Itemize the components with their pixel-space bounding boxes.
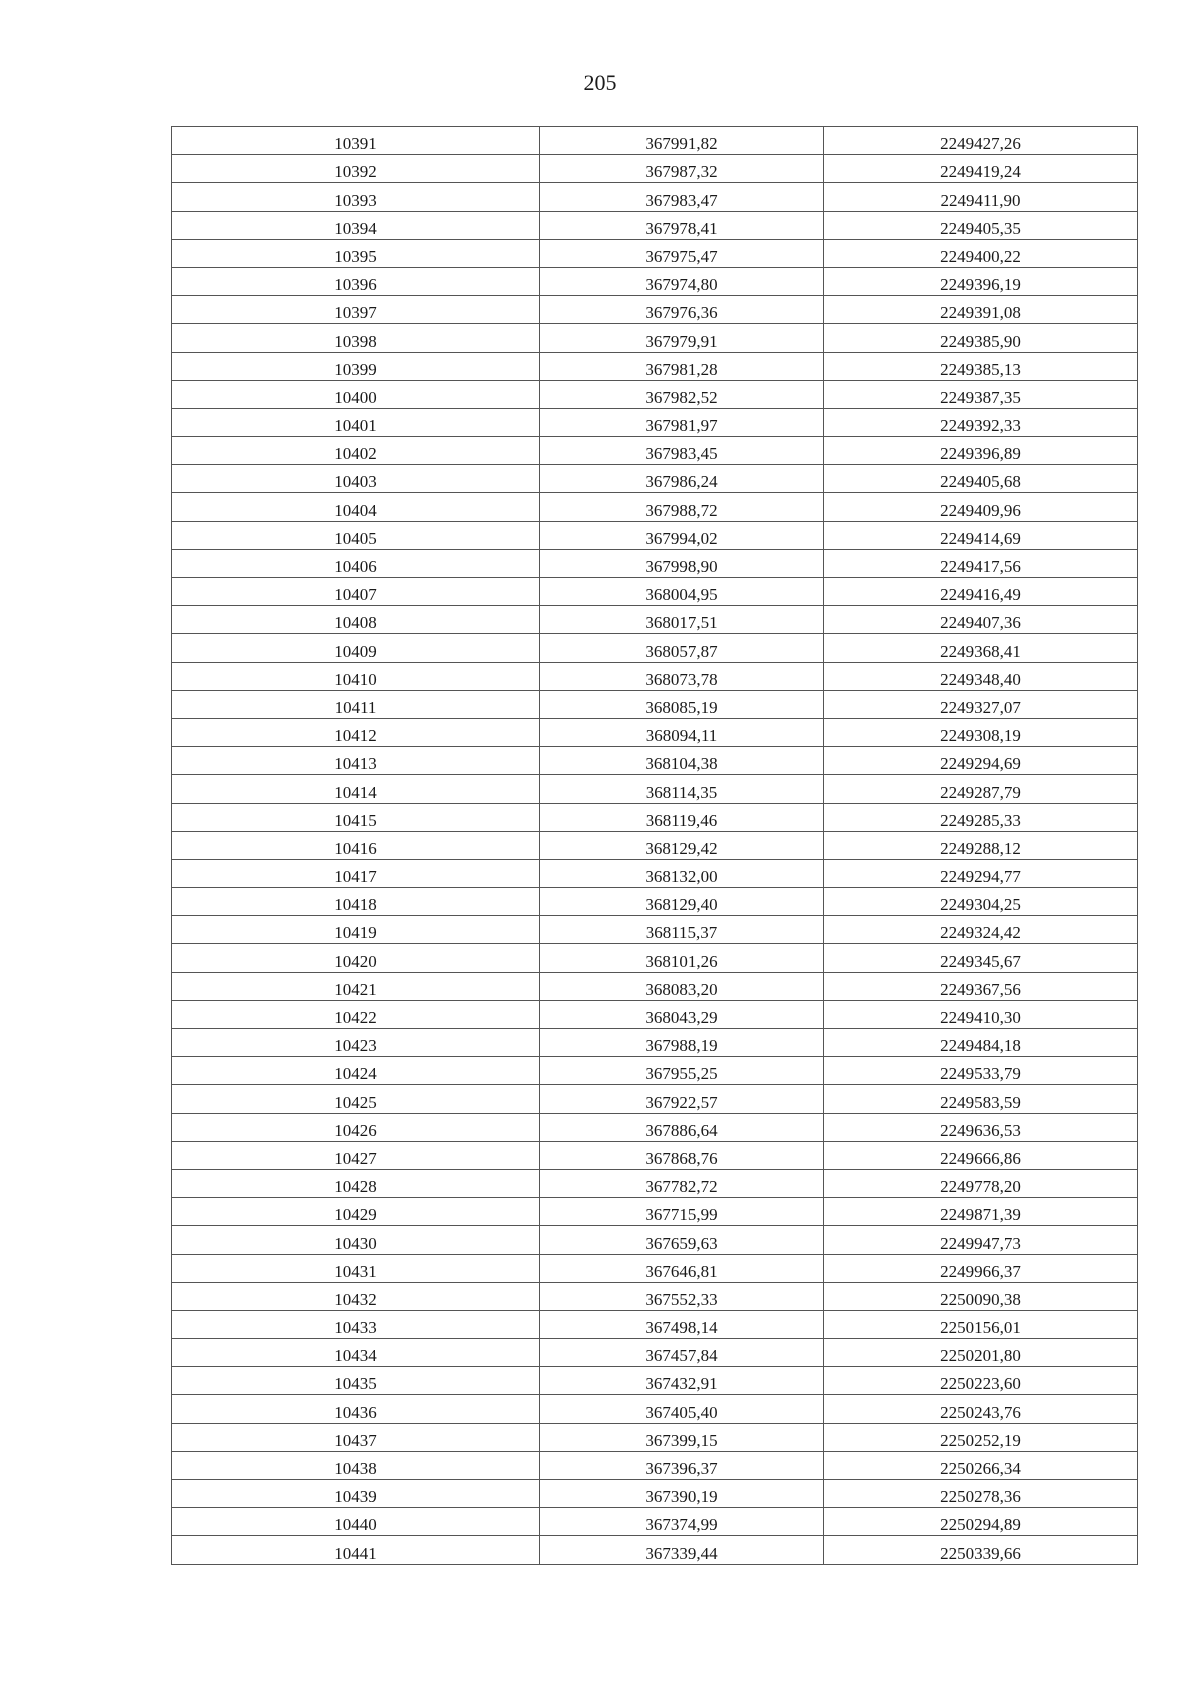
y-coordinate-cell: 2249533,79	[824, 1057, 1138, 1085]
x-coordinate-cell: 368115,37	[540, 916, 824, 944]
y-coordinate-cell: 2249966,37	[824, 1254, 1138, 1282]
point-number-cell: 10432	[172, 1282, 540, 1310]
x-coordinate-cell: 367339,44	[540, 1536, 824, 1564]
y-coordinate-cell: 2249947,73	[824, 1226, 1138, 1254]
point-number-cell: 10401	[172, 408, 540, 436]
y-coordinate-cell: 2249417,56	[824, 549, 1138, 577]
point-number-cell: 10395	[172, 239, 540, 267]
x-coordinate-cell: 368004,95	[540, 578, 824, 606]
point-number-cell: 10394	[172, 211, 540, 239]
table-row	[172, 888, 1138, 916]
y-coordinate-cell: 2249345,67	[824, 944, 1138, 972]
point-number-cell: 10427	[172, 1141, 540, 1169]
point-number-cell: 10420	[172, 944, 540, 972]
table-row	[172, 944, 1138, 972]
y-coordinate-cell: 2250223,60	[824, 1367, 1138, 1395]
table-row	[172, 662, 1138, 690]
x-coordinate-cell: 368057,87	[540, 634, 824, 662]
table-row	[172, 803, 1138, 831]
point-number-cell: 10428	[172, 1169, 540, 1197]
table-row	[172, 239, 1138, 267]
point-number-cell: 10400	[172, 380, 540, 408]
y-coordinate-cell: 2250201,80	[824, 1339, 1138, 1367]
x-coordinate-cell: 367715,99	[540, 1198, 824, 1226]
table-row	[172, 1310, 1138, 1338]
x-coordinate-cell: 367396,37	[540, 1451, 824, 1479]
table-row	[172, 1480, 1138, 1508]
y-coordinate-cell: 2250156,01	[824, 1310, 1138, 1338]
x-coordinate-cell: 368043,29	[540, 1000, 824, 1028]
y-coordinate-cell: 2249391,08	[824, 296, 1138, 324]
y-coordinate-cell: 2249666,86	[824, 1141, 1138, 1169]
y-coordinate-cell: 2249392,33	[824, 408, 1138, 436]
y-coordinate-cell: 2249396,89	[824, 437, 1138, 465]
y-coordinate-cell: 2249287,79	[824, 775, 1138, 803]
y-coordinate-cell: 2249324,42	[824, 916, 1138, 944]
x-coordinate-cell: 368132,00	[540, 859, 824, 887]
x-coordinate-cell: 367405,40	[540, 1395, 824, 1423]
x-coordinate-cell: 367868,76	[540, 1141, 824, 1169]
point-number-cell: 10411	[172, 690, 540, 718]
table-row	[172, 465, 1138, 493]
point-number-cell: 10440	[172, 1508, 540, 1536]
x-coordinate-cell: 368129,42	[540, 831, 824, 859]
point-number-cell: 10433	[172, 1310, 540, 1338]
point-number-cell: 10410	[172, 662, 540, 690]
table-row	[172, 1113, 1138, 1141]
point-number-cell: 10439	[172, 1480, 540, 1508]
x-coordinate-cell: 367987,32	[540, 155, 824, 183]
table-row	[172, 1057, 1138, 1085]
y-coordinate-cell: 2249304,25	[824, 888, 1138, 916]
y-coordinate-cell: 2250294,89	[824, 1508, 1138, 1536]
point-number-cell: 10403	[172, 465, 540, 493]
point-number-cell: 10419	[172, 916, 540, 944]
x-coordinate-cell: 368101,26	[540, 944, 824, 972]
y-coordinate-cell: 2249396,19	[824, 267, 1138, 295]
y-coordinate-cell: 2249294,77	[824, 859, 1138, 887]
point-number-cell: 10409	[172, 634, 540, 662]
y-coordinate-cell: 2249484,18	[824, 1029, 1138, 1057]
y-coordinate-cell: 2249288,12	[824, 831, 1138, 859]
table-row	[172, 1000, 1138, 1028]
table-row	[172, 916, 1138, 944]
x-coordinate-cell: 368119,46	[540, 803, 824, 831]
table-row	[172, 1254, 1138, 1282]
x-coordinate-cell: 367994,02	[540, 521, 824, 549]
table-row	[172, 634, 1138, 662]
table-row	[172, 1029, 1138, 1057]
x-coordinate-cell: 367979,91	[540, 324, 824, 352]
table-row	[172, 578, 1138, 606]
table-row	[172, 1536, 1138, 1564]
table-row	[172, 1141, 1138, 1169]
x-coordinate-cell: 368094,11	[540, 718, 824, 746]
table-row	[172, 521, 1138, 549]
table-row	[172, 1395, 1138, 1423]
point-number-cell: 10436	[172, 1395, 540, 1423]
table-row	[172, 1508, 1138, 1536]
table-row	[172, 437, 1138, 465]
x-coordinate-cell: 367983,47	[540, 183, 824, 211]
y-coordinate-cell: 2249294,69	[824, 747, 1138, 775]
x-coordinate-cell: 368114,35	[540, 775, 824, 803]
point-number-cell: 10438	[172, 1451, 540, 1479]
point-number-cell: 10399	[172, 352, 540, 380]
x-coordinate-cell: 367552,33	[540, 1282, 824, 1310]
point-number-cell: 10404	[172, 493, 540, 521]
y-coordinate-cell: 2249407,36	[824, 606, 1138, 634]
y-coordinate-cell: 2249778,20	[824, 1169, 1138, 1197]
point-number-cell: 10415	[172, 803, 540, 831]
y-coordinate-cell: 2249348,40	[824, 662, 1138, 690]
page-number: 205	[583, 70, 617, 95]
y-coordinate-cell: 2249583,59	[824, 1085, 1138, 1113]
point-number-cell: 10416	[172, 831, 540, 859]
y-coordinate-cell: 2249385,13	[824, 352, 1138, 380]
table-row	[172, 1226, 1138, 1254]
point-number-cell: 10437	[172, 1423, 540, 1451]
point-number-cell: 10431	[172, 1254, 540, 1282]
table-row	[172, 1451, 1138, 1479]
x-coordinate-cell: 368129,40	[540, 888, 824, 916]
point-number-cell: 10423	[172, 1029, 540, 1057]
x-coordinate-cell: 367982,52	[540, 380, 824, 408]
y-coordinate-cell: 2249419,24	[824, 155, 1138, 183]
coordinates-table-body	[172, 127, 1138, 1565]
x-coordinate-cell: 368073,78	[540, 662, 824, 690]
x-coordinate-cell: 367432,91	[540, 1367, 824, 1395]
x-coordinate-cell: 367976,36	[540, 296, 824, 324]
point-number-cell: 10421	[172, 972, 540, 1000]
x-coordinate-cell: 368017,51	[540, 606, 824, 634]
table-row	[172, 1085, 1138, 1113]
table-row	[172, 606, 1138, 634]
x-coordinate-cell: 367399,15	[540, 1423, 824, 1451]
table-row	[172, 1169, 1138, 1197]
coordinates-table	[171, 126, 1138, 1565]
y-coordinate-cell: 2249387,35	[824, 380, 1138, 408]
x-coordinate-cell: 367886,64	[540, 1113, 824, 1141]
point-number-cell: 10422	[172, 1000, 540, 1028]
x-coordinate-cell: 367374,99	[540, 1508, 824, 1536]
table-row	[172, 972, 1138, 1000]
table-row	[172, 155, 1138, 183]
x-coordinate-cell: 367974,80	[540, 267, 824, 295]
y-coordinate-cell: 2250278,36	[824, 1480, 1138, 1508]
point-number-cell: 10408	[172, 606, 540, 634]
y-coordinate-cell: 2249411,90	[824, 183, 1138, 211]
point-number-cell: 10429	[172, 1198, 540, 1226]
x-coordinate-cell: 368104,38	[540, 747, 824, 775]
point-number-cell: 10425	[172, 1085, 540, 1113]
table-row	[172, 267, 1138, 295]
y-coordinate-cell: 2249385,90	[824, 324, 1138, 352]
y-coordinate-cell: 2249410,30	[824, 1000, 1138, 1028]
x-coordinate-cell: 368083,20	[540, 972, 824, 1000]
x-coordinate-cell: 367981,28	[540, 352, 824, 380]
table-row	[172, 380, 1138, 408]
point-number-cell: 10405	[172, 521, 540, 549]
point-number-cell: 10418	[172, 888, 540, 916]
table-row	[172, 352, 1138, 380]
y-coordinate-cell: 2250090,38	[824, 1282, 1138, 1310]
y-coordinate-cell: 2249308,19	[824, 718, 1138, 746]
point-number-cell: 10402	[172, 437, 540, 465]
table-row	[172, 859, 1138, 887]
y-coordinate-cell: 2250252,19	[824, 1423, 1138, 1451]
table-row	[172, 1282, 1138, 1310]
table-row	[172, 690, 1138, 718]
x-coordinate-cell: 367659,63	[540, 1226, 824, 1254]
x-coordinate-cell: 367983,45	[540, 437, 824, 465]
table-row	[172, 408, 1138, 436]
x-coordinate-cell: 367981,97	[540, 408, 824, 436]
table-row	[172, 211, 1138, 239]
point-number-cell: 10430	[172, 1226, 540, 1254]
y-coordinate-cell: 2249367,56	[824, 972, 1138, 1000]
table-row	[172, 324, 1138, 352]
x-coordinate-cell: 367782,72	[540, 1169, 824, 1197]
point-number-cell: 10426	[172, 1113, 540, 1141]
x-coordinate-cell: 368085,19	[540, 690, 824, 718]
x-coordinate-cell: 367457,84	[540, 1339, 824, 1367]
table-row	[172, 775, 1138, 803]
y-coordinate-cell: 2249416,49	[824, 578, 1138, 606]
table-row	[172, 1339, 1138, 1367]
point-number-cell: 10392	[172, 155, 540, 183]
point-number-cell: 10397	[172, 296, 540, 324]
point-number-cell: 10441	[172, 1536, 540, 1564]
x-coordinate-cell: 367390,19	[540, 1480, 824, 1508]
y-coordinate-cell: 2249285,33	[824, 803, 1138, 831]
y-coordinate-cell: 2249636,53	[824, 1113, 1138, 1141]
y-coordinate-cell: 2249405,68	[824, 465, 1138, 493]
y-coordinate-cell: 2249427,26	[824, 127, 1138, 155]
point-number-cell: 10393	[172, 183, 540, 211]
table-row	[172, 127, 1138, 155]
y-coordinate-cell: 2249400,22	[824, 239, 1138, 267]
x-coordinate-cell: 367978,41	[540, 211, 824, 239]
table-row	[172, 718, 1138, 746]
point-number-cell: 10391	[172, 127, 540, 155]
x-coordinate-cell: 367991,82	[540, 127, 824, 155]
y-coordinate-cell: 2250339,66	[824, 1536, 1138, 1564]
point-number-cell: 10406	[172, 549, 540, 577]
table-row	[172, 296, 1138, 324]
y-coordinate-cell: 2249368,41	[824, 634, 1138, 662]
table-row	[172, 1367, 1138, 1395]
x-coordinate-cell: 367986,24	[540, 465, 824, 493]
y-coordinate-cell: 2249871,39	[824, 1198, 1138, 1226]
x-coordinate-cell: 367498,14	[540, 1310, 824, 1338]
table-row	[172, 831, 1138, 859]
y-coordinate-cell: 2250266,34	[824, 1451, 1138, 1479]
point-number-cell: 10424	[172, 1057, 540, 1085]
point-number-cell: 10407	[172, 578, 540, 606]
x-coordinate-cell: 367955,25	[540, 1057, 824, 1085]
point-number-cell: 10414	[172, 775, 540, 803]
table-row	[172, 1423, 1138, 1451]
point-number-cell: 10435	[172, 1367, 540, 1395]
table-row	[172, 747, 1138, 775]
table-row	[172, 493, 1138, 521]
x-coordinate-cell: 367988,72	[540, 493, 824, 521]
point-number-cell: 10413	[172, 747, 540, 775]
point-number-cell: 10396	[172, 267, 540, 295]
x-coordinate-cell: 367646,81	[540, 1254, 824, 1282]
point-number-cell: 10398	[172, 324, 540, 352]
y-coordinate-cell: 2250243,76	[824, 1395, 1138, 1423]
x-coordinate-cell: 367922,57	[540, 1085, 824, 1113]
point-number-cell: 10434	[172, 1339, 540, 1367]
table-row	[172, 549, 1138, 577]
table-row	[172, 183, 1138, 211]
y-coordinate-cell: 2249327,07	[824, 690, 1138, 718]
x-coordinate-cell: 367975,47	[540, 239, 824, 267]
y-coordinate-cell: 2249405,35	[824, 211, 1138, 239]
x-coordinate-cell: 367988,19	[540, 1029, 824, 1057]
point-number-cell: 10412	[172, 718, 540, 746]
x-coordinate-cell: 367998,90	[540, 549, 824, 577]
y-coordinate-cell: 2249414,69	[824, 521, 1138, 549]
y-coordinate-cell: 2249409,96	[824, 493, 1138, 521]
point-number-cell: 10417	[172, 859, 540, 887]
table-row	[172, 1198, 1138, 1226]
